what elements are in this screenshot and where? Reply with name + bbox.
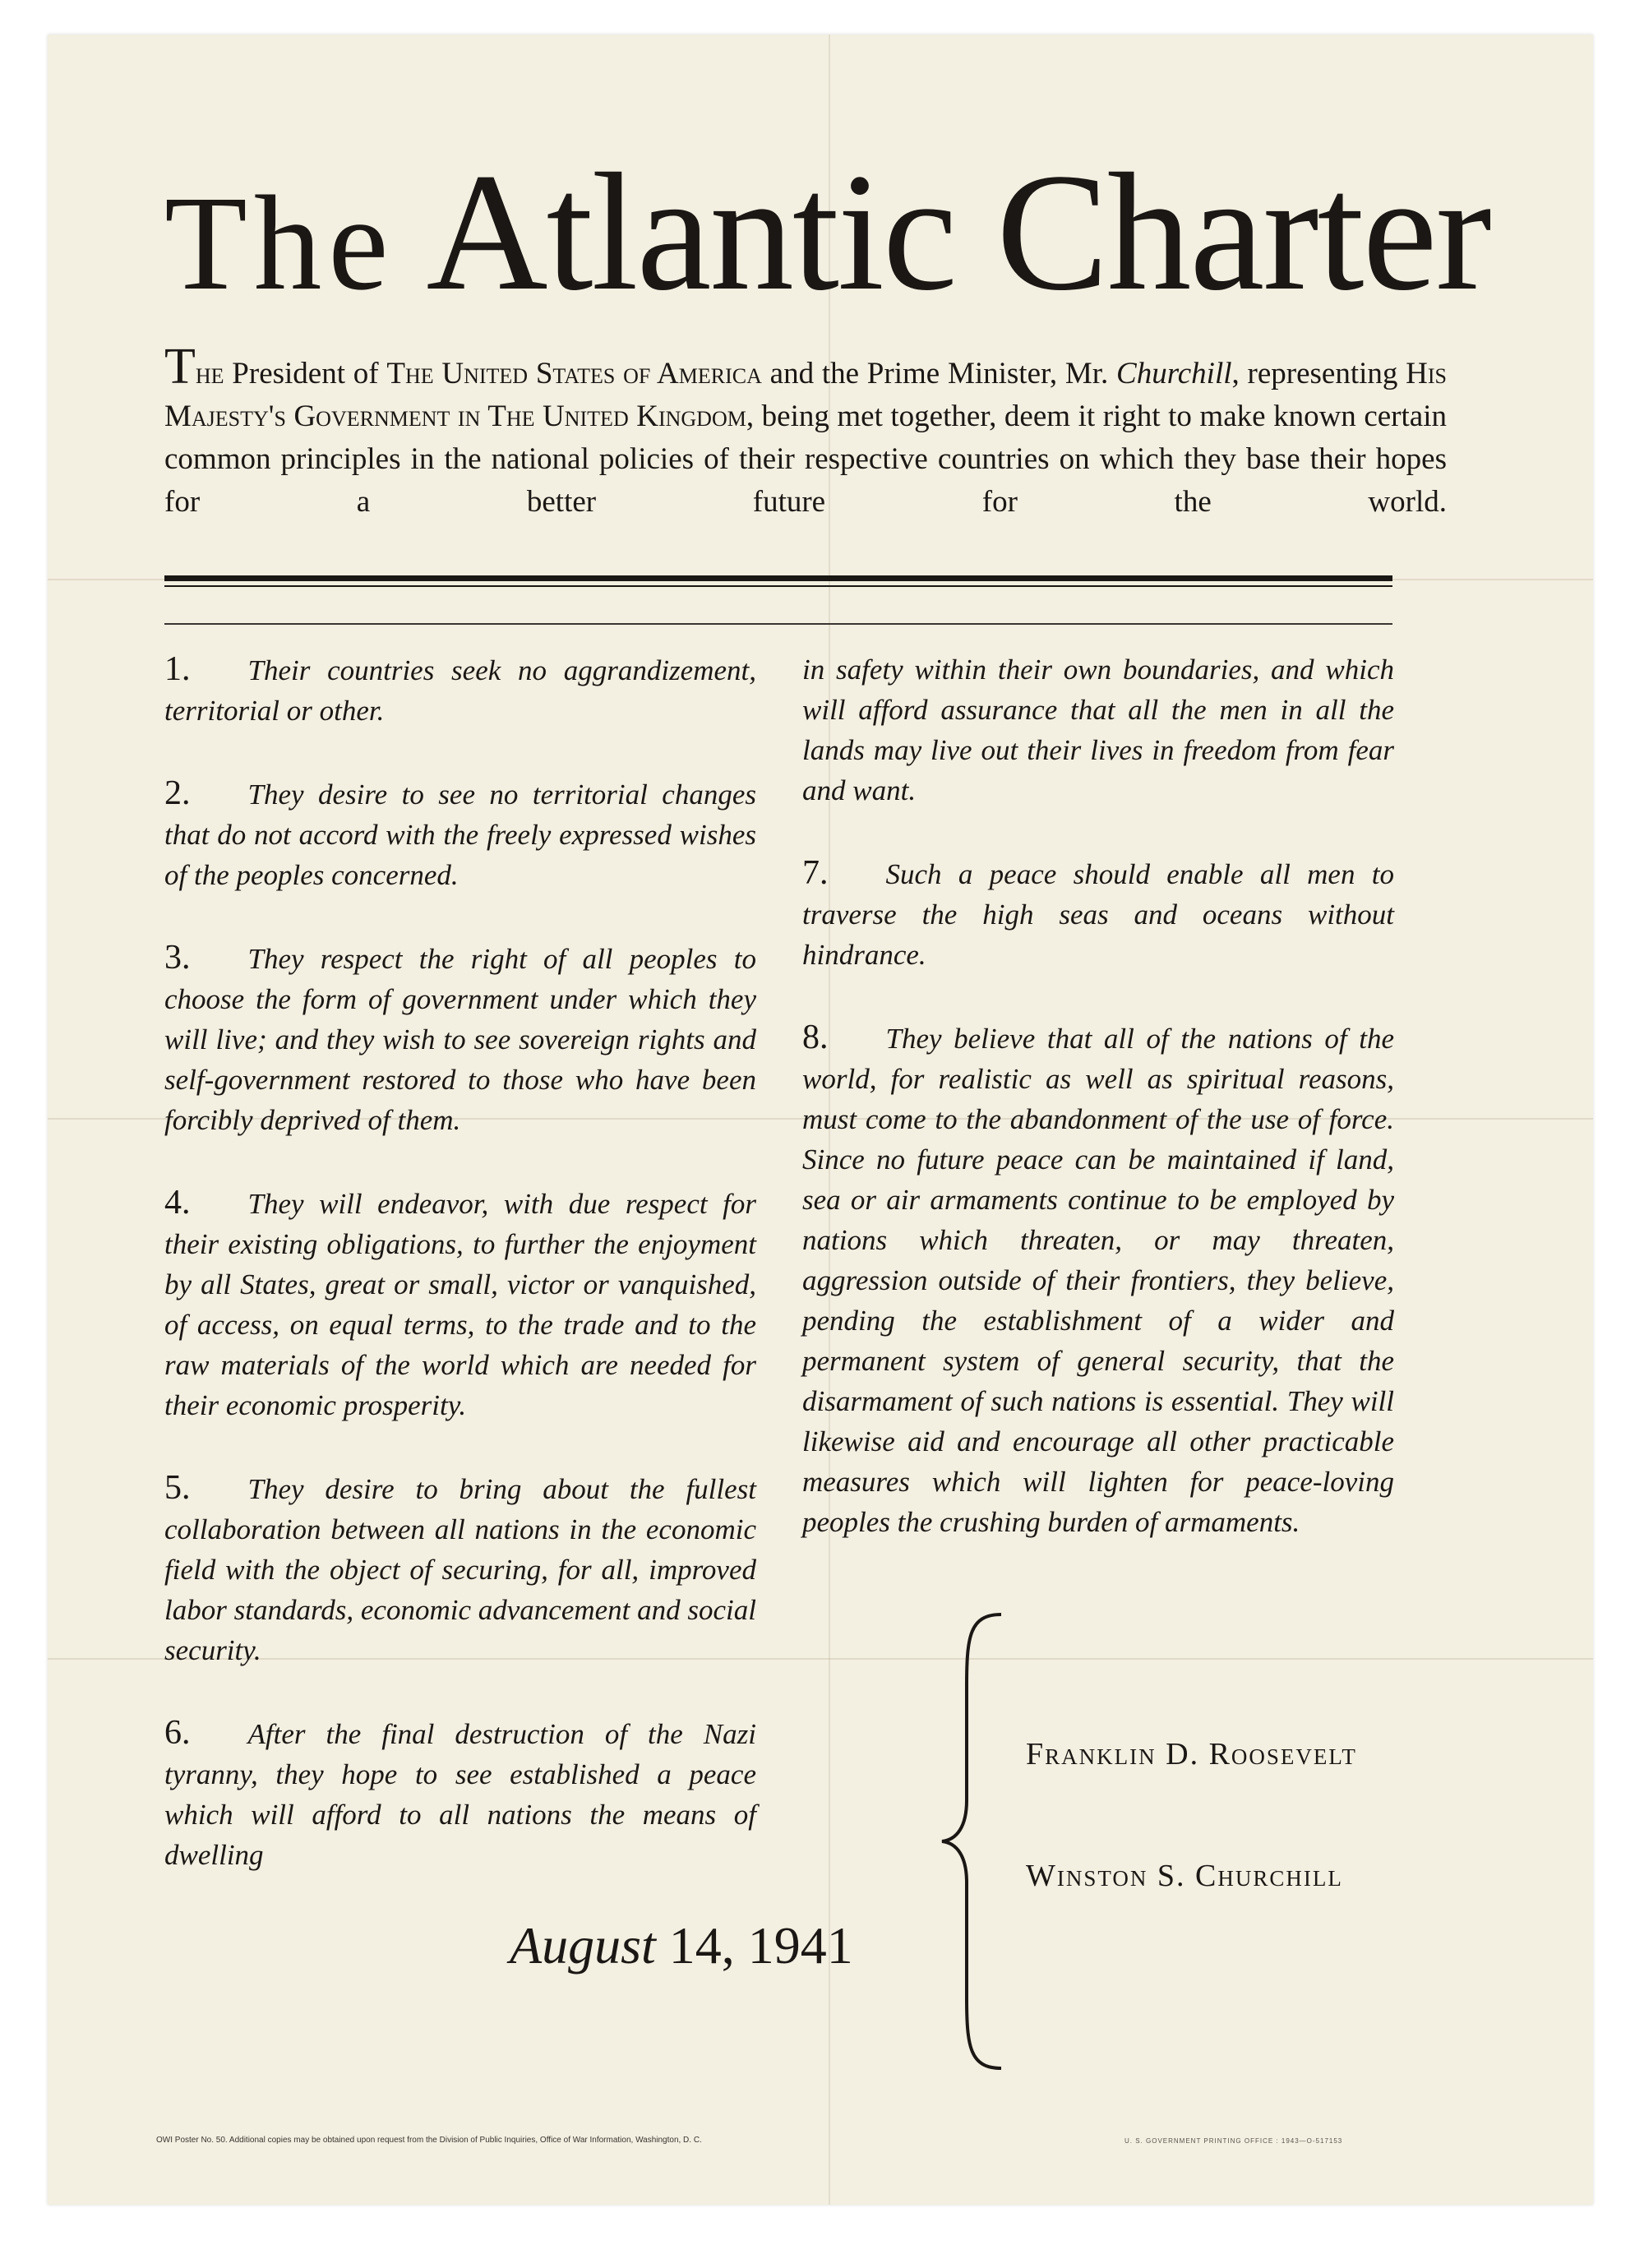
point-number: 4. bbox=[164, 1184, 191, 1222]
drop-cap: T bbox=[164, 339, 196, 395]
charter-point-7 bbox=[802, 853, 1394, 975]
point-text: They desire to bring about the fullest collaboration between all nations in the economic field with the object of securing, for all, improved labor standards, economic advancement and social security. bbox=[164, 1473, 756, 1666]
charter-point-6-continued bbox=[802, 649, 1394, 811]
point-text: Their countries seek no aggrandizement, territorial or other. bbox=[164, 654, 756, 727]
divider-rule bbox=[164, 585, 1392, 587]
point-number: 6. bbox=[164, 1714, 191, 1752]
preamble-text: President of bbox=[224, 357, 387, 390]
date-month: August bbox=[510, 1916, 656, 1975]
point-number: 5. bbox=[164, 1469, 191, 1507]
point-text: They respect the right of all peoples to choose the form of government under which they will live; and they wish to see sovereign rights and self-government restored to those who have been forcibly deprived of them. bbox=[164, 943, 756, 1136]
point-number: 1. bbox=[164, 650, 191, 688]
charter-point-6 bbox=[164, 1713, 756, 1875]
preamble-text: , being met together, deem it right to make known certain common principles in the national policies of their respective countries on which they base their hopes for a better future for the world. bbox=[164, 400, 1447, 519]
charter-point-1 bbox=[164, 649, 756, 731]
footer-printer: U. S. GOVERNMENT PRINTING OFFICE : 1943—O-517153 bbox=[1124, 2137, 1343, 2145]
point-text: Such a peace should enable all men to traverse the high seas and oceans without hindrance. bbox=[802, 858, 1394, 971]
title-prefix: The bbox=[164, 168, 395, 318]
preamble bbox=[164, 339, 1447, 524]
right-column bbox=[802, 649, 1394, 1585]
date-day-year: 14, 1941 bbox=[668, 1916, 853, 1975]
footer-credit: OWI Poster No. 50. Additional copies may be obtained upon request from the Division of Public Inquiries, Office of War Information, Washington, D. C. bbox=[156, 2136, 702, 2145]
signature-roosevelt: Franklin D. Roosevelt bbox=[1026, 1737, 1357, 1771]
signature-churchill: Winston S. Churchill bbox=[1026, 1859, 1343, 1893]
divider-rule bbox=[164, 623, 1392, 625]
point-text: in safety within their own boundaries, and which will afford assurance that all the men in all the lands may live out their lives in freedom from fear and want. bbox=[802, 654, 1394, 806]
charter-date bbox=[510, 1915, 853, 1976]
point-number: 2. bbox=[164, 774, 191, 812]
preamble-text: and the Prime Minister, Mr. bbox=[761, 357, 1117, 390]
point-text: After the final destruction of the Nazi tyranny, they hope to see established a peace which will afford to all nations the means of dwelling bbox=[164, 1718, 756, 1871]
preamble-he: he bbox=[195, 357, 224, 390]
left-column bbox=[164, 649, 756, 1918]
charter-point-5 bbox=[164, 1468, 756, 1670]
point-text: They will endeavor, with due respect for their existing obligations, to further the enjoyment by all States, great or small, victor or vanquished, of access, on equal terms, to the trade and to the raw materials of the world which are needed for their economic prosperity. bbox=[164, 1188, 756, 1421]
preamble-text: , representing bbox=[1231, 357, 1406, 390]
curly-brace-icon bbox=[937, 1611, 1011, 2072]
preamble-churchill: Churchill bbox=[1116, 357, 1232, 390]
title-main: Atlantic Charter bbox=[426, 139, 1490, 326]
point-number: 8. bbox=[802, 1019, 829, 1056]
charter-point-3 bbox=[164, 938, 756, 1140]
point-text: They believe that all of the nations of the world, for realistic as well as spiritual reasons, must come to the abandonment of the use of force. Since no future peace can be maintained if land, sea or air armaments continue to be employed by nations which threaten, or may threaten, aggression outside of their frontiers, they believe, pending the establishment of a wider and permanent system of general security, that the disarmament of such nations is essential. They will likewise aid and encourage all other practicable measures which will lighten for peace-loving peoples the crushing burden of armaments. bbox=[802, 1023, 1394, 1538]
preamble-usa: The United States of America bbox=[386, 357, 762, 390]
preamble-uk-government: His Majesty's Government in The United Kingdom bbox=[164, 357, 1447, 433]
page-title bbox=[164, 139, 1490, 326]
point-number: 7. bbox=[802, 854, 829, 892]
charter-point-2 bbox=[164, 774, 756, 895]
charter-point-4 bbox=[164, 1183, 756, 1425]
charter-point-8 bbox=[802, 1018, 1394, 1542]
point-number: 3. bbox=[164, 939, 191, 977]
divider-rule bbox=[164, 575, 1392, 581]
point-text: They desire to see no territorial changes that do not accord with the freely expressed wishes of the peoples concerned. bbox=[164, 778, 756, 891]
